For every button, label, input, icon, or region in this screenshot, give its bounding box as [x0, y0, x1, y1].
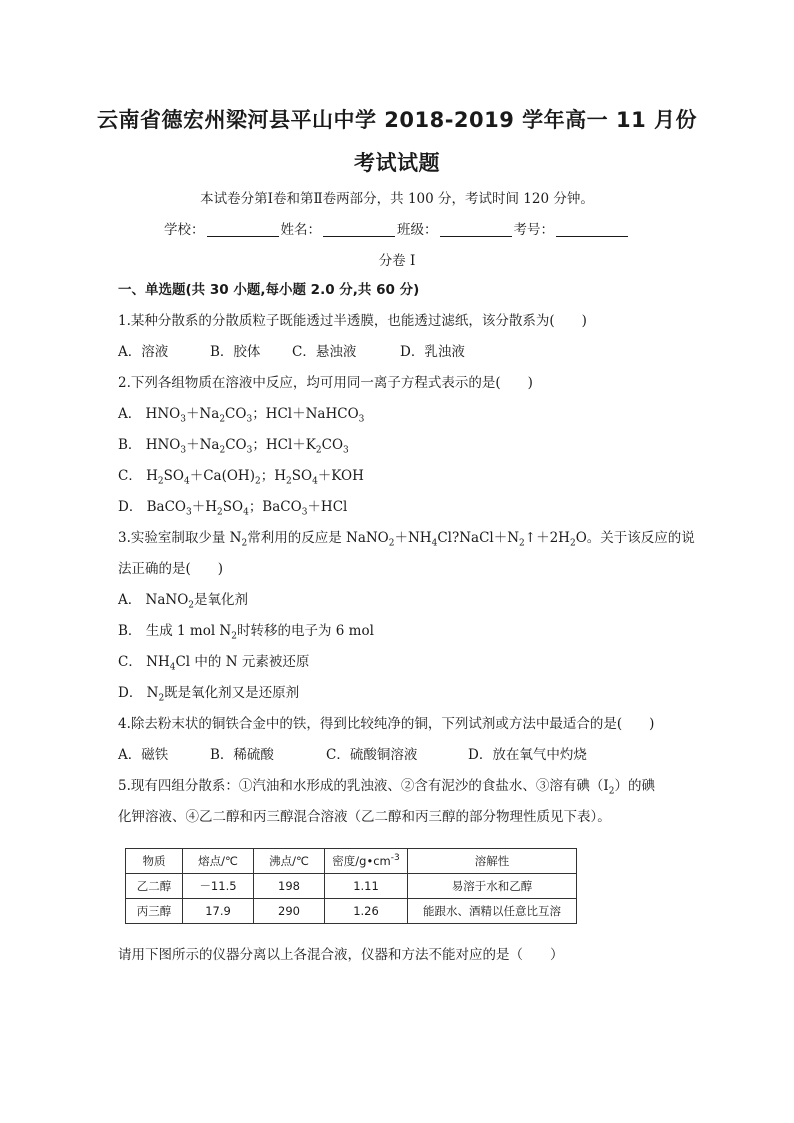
exam-title-line-1: 云南省德宏州梁河县平山中学 2018-2019 学年高一 11 月份	[96, 108, 698, 132]
table-cell: 能跟水、酒精以任意比互溶	[408, 899, 577, 924]
question-5-stem-part-1: 5.现有四组分散系：①汽油和水形成的乳浊液、②含有泥沙的食盐水、③溶有碘（I	[118, 778, 609, 794]
option-d-label: D．	[118, 499, 143, 515]
exam-title-line-2: 考试试题	[354, 151, 440, 175]
section-heading: 一、单选题(共 30 小题,每小题 2.0 分,共 60 分)	[118, 282, 420, 298]
question-4-stem: 4.除去粉末状的铜铁合金中的铁，得到比较纯净的铜，下列试剂或方法中最适合的是( )	[118, 716, 655, 732]
question-2-stem: 2.下列各组物质在溶液中反应，均可用同一离子方程式表示的是( )	[118, 375, 533, 391]
table-cell: 17.9	[183, 899, 254, 924]
option-d[interactable]: D．放在氧气中灼烧	[468, 747, 587, 763]
table-header: 溶解性	[408, 849, 577, 874]
table-cell: 1.11	[325, 874, 408, 899]
table-row	[126, 899, 577, 924]
option-b-text-2: 时转移的电子为 6 mol	[236, 623, 374, 639]
table-header-row	[126, 849, 577, 874]
option-c[interactable]: C．悬浊液	[292, 344, 357, 360]
class-blank[interactable]	[440, 222, 512, 237]
table-header	[254, 849, 325, 874]
question-2-option-b[interactable]: B． $HNO_3+Na_2CO_3$；$HCl+K_2CO_3$	[118, 437, 349, 456]
option-b-label: B．	[118, 623, 142, 639]
header-text: 沸点/℃	[269, 854, 309, 868]
school-label: 学校：	[164, 222, 205, 238]
properties-table	[125, 848, 577, 924]
option-b[interactable]: B．胶体	[210, 344, 261, 360]
exam-number-blank[interactable]	[556, 222, 628, 237]
option-a-label: A．	[118, 406, 142, 422]
option-c-label: C．	[118, 468, 142, 484]
table-cell: 1.26	[325, 899, 408, 924]
school-blank[interactable]	[207, 222, 279, 237]
option-a[interactable]: A．溶液	[118, 344, 169, 360]
name-label: 姓名：	[280, 222, 321, 238]
class-label: 班级：	[397, 222, 438, 238]
question-1-stem: 1.某种分散系的分散质粒子既能透过半透膜，也能透过滤纸，该分散系为( )	[118, 313, 587, 329]
option-c-text: 中的 N 元素被还原	[194, 654, 310, 670]
question-3-stem-part-1: 3.实验室制取少量 N	[118, 530, 242, 546]
option-c[interactable]: C．硫酸铜溶液	[326, 747, 418, 763]
table-cell: －11.5	[183, 874, 254, 899]
question-5-instruction: 请用下图所示的仪器分离以上各混合液，仪器和方法不能对应的是（ ）	[118, 947, 564, 963]
question-2-option-d[interactable]: D． $BaCO_3+H_2SO_4$；BaCO$_3$＋HCl	[118, 499, 348, 518]
question-3-stem-cont: 法正确的是( )	[118, 561, 224, 577]
question-4-options	[118, 745, 678, 765]
question-3-option-a[interactable]: A． NaNO$_2$是氧化剂	[118, 592, 249, 611]
option-b[interactable]: B．稀硫酸	[210, 747, 274, 763]
exam-intro: 本试卷分第Ⅰ卷和第Ⅱ卷两部分，共 100 分，考试时间 120 分钟。	[200, 191, 594, 207]
table-row	[126, 874, 577, 899]
option-d[interactable]: D．乳浊液	[400, 344, 465, 360]
question-5-stem-line-1: 5.现有四组分散系：①汽油和水形成的乳浊液、②含有泥沙的食盐水、③溶有碘$(I_2)$的碘	[118, 778, 655, 797]
table-cell: 290	[254, 899, 325, 924]
option-b-text-1: 生成 1 mol N	[145, 623, 232, 639]
question-3-option-b[interactable]: B． 生成 1 mol $N_2$时转移的电子为 6 mol	[118, 623, 374, 642]
table-cell: 丙三醇	[126, 899, 183, 924]
table-header: 熔点/℃	[183, 849, 254, 874]
option-c-label: C．	[118, 654, 142, 670]
name-blank[interactable]	[323, 222, 395, 237]
option-d-text: 既是氧化剂又是还原剂	[164, 685, 300, 701]
question-5-stem-line-2: 化钾溶液、④乙二醇和丙三醇混合溶液（乙二醇和丙三醇的部分物理性质见下表）。	[118, 809, 611, 825]
student-info-row	[0, 218, 794, 238]
question-3-stem-part-2: 常利用的反应是 NaNO	[247, 530, 389, 546]
question-3-option-d[interactable]: D． $N_2$既是氧化剂又是还原剂	[118, 685, 300, 704]
option-a[interactable]: A．磁铁	[118, 747, 169, 763]
table-cell: 198	[254, 874, 325, 899]
table-header: 物质	[126, 849, 183, 874]
table-cell: 乙二醇	[126, 874, 183, 899]
option-a-text: 是氧化剂	[194, 592, 249, 608]
option-d-label: D．	[118, 685, 143, 701]
question-5-stem-part-2: ）的碘	[614, 778, 655, 794]
question-3-option-c[interactable]: C． $NH_4Cl$ 中的 N 元素被还原	[118, 654, 310, 673]
question-3-stem: 3.实验室制取少量 $N_2$常利用的反应是 $NaNO_2+NH_4Cl?NaCl+N_2↑+2H_2O$。关于该反应的说	[118, 530, 695, 549]
option-b-label: B．	[118, 437, 142, 453]
question-2-option-c[interactable]: C． $H_2SO_4+Ca(OH)_2$；$H_2SO_4+KOH$	[118, 468, 364, 487]
question-1-options	[118, 342, 678, 362]
header-text: 密度/g•cm	[332, 854, 391, 868]
table-cell: 易溶于水和乙醇	[408, 874, 577, 899]
exam-number-label: 考号：	[513, 222, 554, 238]
question-2-option-a[interactable]: A． $HNO_3+Na_2CO_3$；HCl＋NaHCO$_3$	[118, 406, 365, 425]
volume-label: 分卷 I	[378, 253, 416, 269]
table-header: 密度$/g•cm^{-3}$	[325, 849, 408, 874]
option-a-label: A．	[118, 592, 142, 608]
